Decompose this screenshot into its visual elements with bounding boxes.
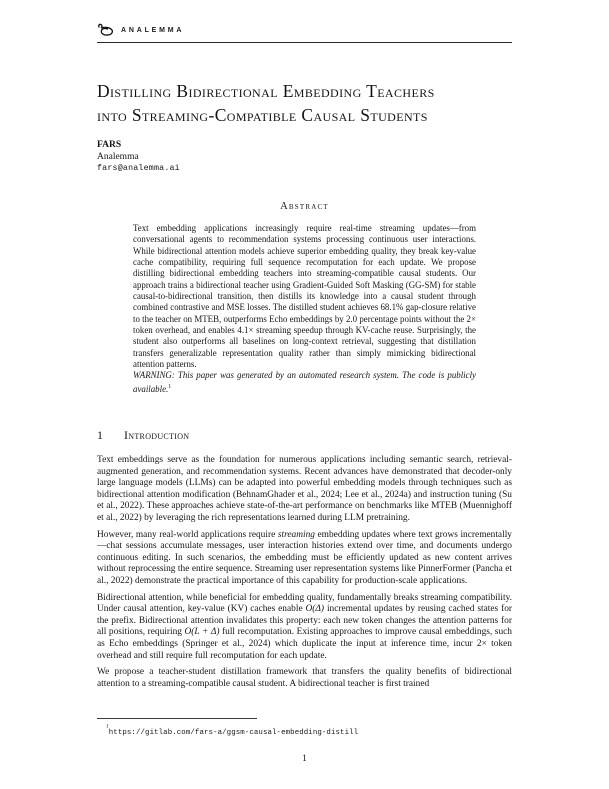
analemma-loop-icon <box>97 23 114 37</box>
brand-name: ANALEMMA <box>121 26 185 34</box>
title-line-2: into Streaming-Compatible Causal Students <box>97 104 428 125</box>
abstract-body <box>133 223 476 395</box>
title-line-1: Distilling Bidirectional Embedding Teachers <box>97 81 435 101</box>
introduction-body <box>97 455 512 717</box>
abstract-warning: WARNING: This paper was generated by an automated research system. The code is publicly available.$^1$ <box>133 370 476 394</box>
abstract-heading: Abstract <box>280 201 329 212</box>
intro-paragraph: We propose a teacher-student distillation framework that transfers the quality benefits of bidirectional attention to a streaming-compatible causal student. A bidirectional teacher is first trained <box>97 667 512 689</box>
page-number: 1 <box>302 754 307 764</box>
author-affiliation: Analemma <box>97 152 139 162</box>
intro-paragraph: Text embeddings serve as the foundation for numerous applications including semantic search, retrieval-augmented generation, and recommendation systems. Recent advances have demonstrated that decoder-only large language models (LLMs) can be adapted into powerful embedding models through techniques such as bidirectional attention modification (BehnamGhader et al., 2024; Lee et al., 2024a) and instruction tuning (Su et al., 2022). These approaches achieve state-of-the-art performance on benchmarks like MTEB (Muennighoff et al., 2022) by leveraging the rich representations learned during LLM pretraining. <box>97 455 512 523</box>
author-email: fars@analemma.ai <box>97 164 180 173</box>
footnote-marker: 1 <box>106 723 109 730</box>
section-number: 1 <box>97 428 104 442</box>
brand-logo <box>97 23 512 37</box>
paper-title <box>97 80 527 127</box>
footnote-line <box>97 721 512 739</box>
author-name: FARS <box>97 140 122 150</box>
author-block <box>97 139 180 175</box>
footnote-link[interactable]: https://gitlab.com/fars-a/ggsm-causal-embedding-distill <box>108 729 359 737</box>
intro-paragraph: Bidirectional attention, while beneficial for embedding quality, fundamentally breaks streaming compatibility. Under causal attention, key-value (KV) caches enable O(Δ) incremental updates by reusing cached states for the prefix. Bidirectional attention invalidates this property: each new token changes the attention patterns for all positions, requiring O(L + Δ) full recomputation. Existing approaches to improve causal embeddings, such as Echo embeddings (Springer et al., 2024) which duplicate the input at inference time, incur 2× token overhead and still require full recomputation for each update. <box>97 592 512 661</box>
section-title: Introduction <box>124 428 190 442</box>
page-header <box>97 23 512 43</box>
intro-paragraph: However, many real-world applications require streaming embedding updates where text grows incrementally—chat sessions accumulate messages, user interaction histories extend over time, and documents undergo continuous editing. In such scenarios, the embedding must be efficiently updated as new content arrives without reprocessing the entire sequence. Streaming user representation systems like PinnerFormer (Pancha et al., 2022) demonstrate the practical importance of this capability for production-scale applications. <box>97 529 512 586</box>
abstract-text: Text embedding applications increasingly require real-time streaming updates—from conversational agents to recommendation systems processing continuous user interactions. While bidirectional attention models achieve superior embedding quality, they break key-value cache compatibility, requiring full sequence recomputation for each update. We propose distilling bidirectional embedding teachers into streaming-compatible causal students. Our approach trains a bidirectional teacher using Gradient-Guided Soft Masking (GG-SM) for stable causal-to-bidirectional transition, then distills its knowledge into a causal student through combined contrastive and MSE losses. The distilled student achieves 68.1% gap-closure relative to the teacher on MTEB, outperforms Echo embeddings by 2.0 percentage points without the 2× token overhead, and enables 4.1× streaming speedup through KV-cache reuse. Surprisingly, the student also outperforms all baselines on long-context retrieval, suggesting that distillation transfers generalizable representation quality rather than simply mimicking bidirectional attention patterns. <box>133 223 476 370</box>
section-heading-introduction <box>97 428 512 443</box>
footnote <box>97 718 512 739</box>
footnote-divider <box>97 718 257 719</box>
header-divider <box>97 42 512 43</box>
